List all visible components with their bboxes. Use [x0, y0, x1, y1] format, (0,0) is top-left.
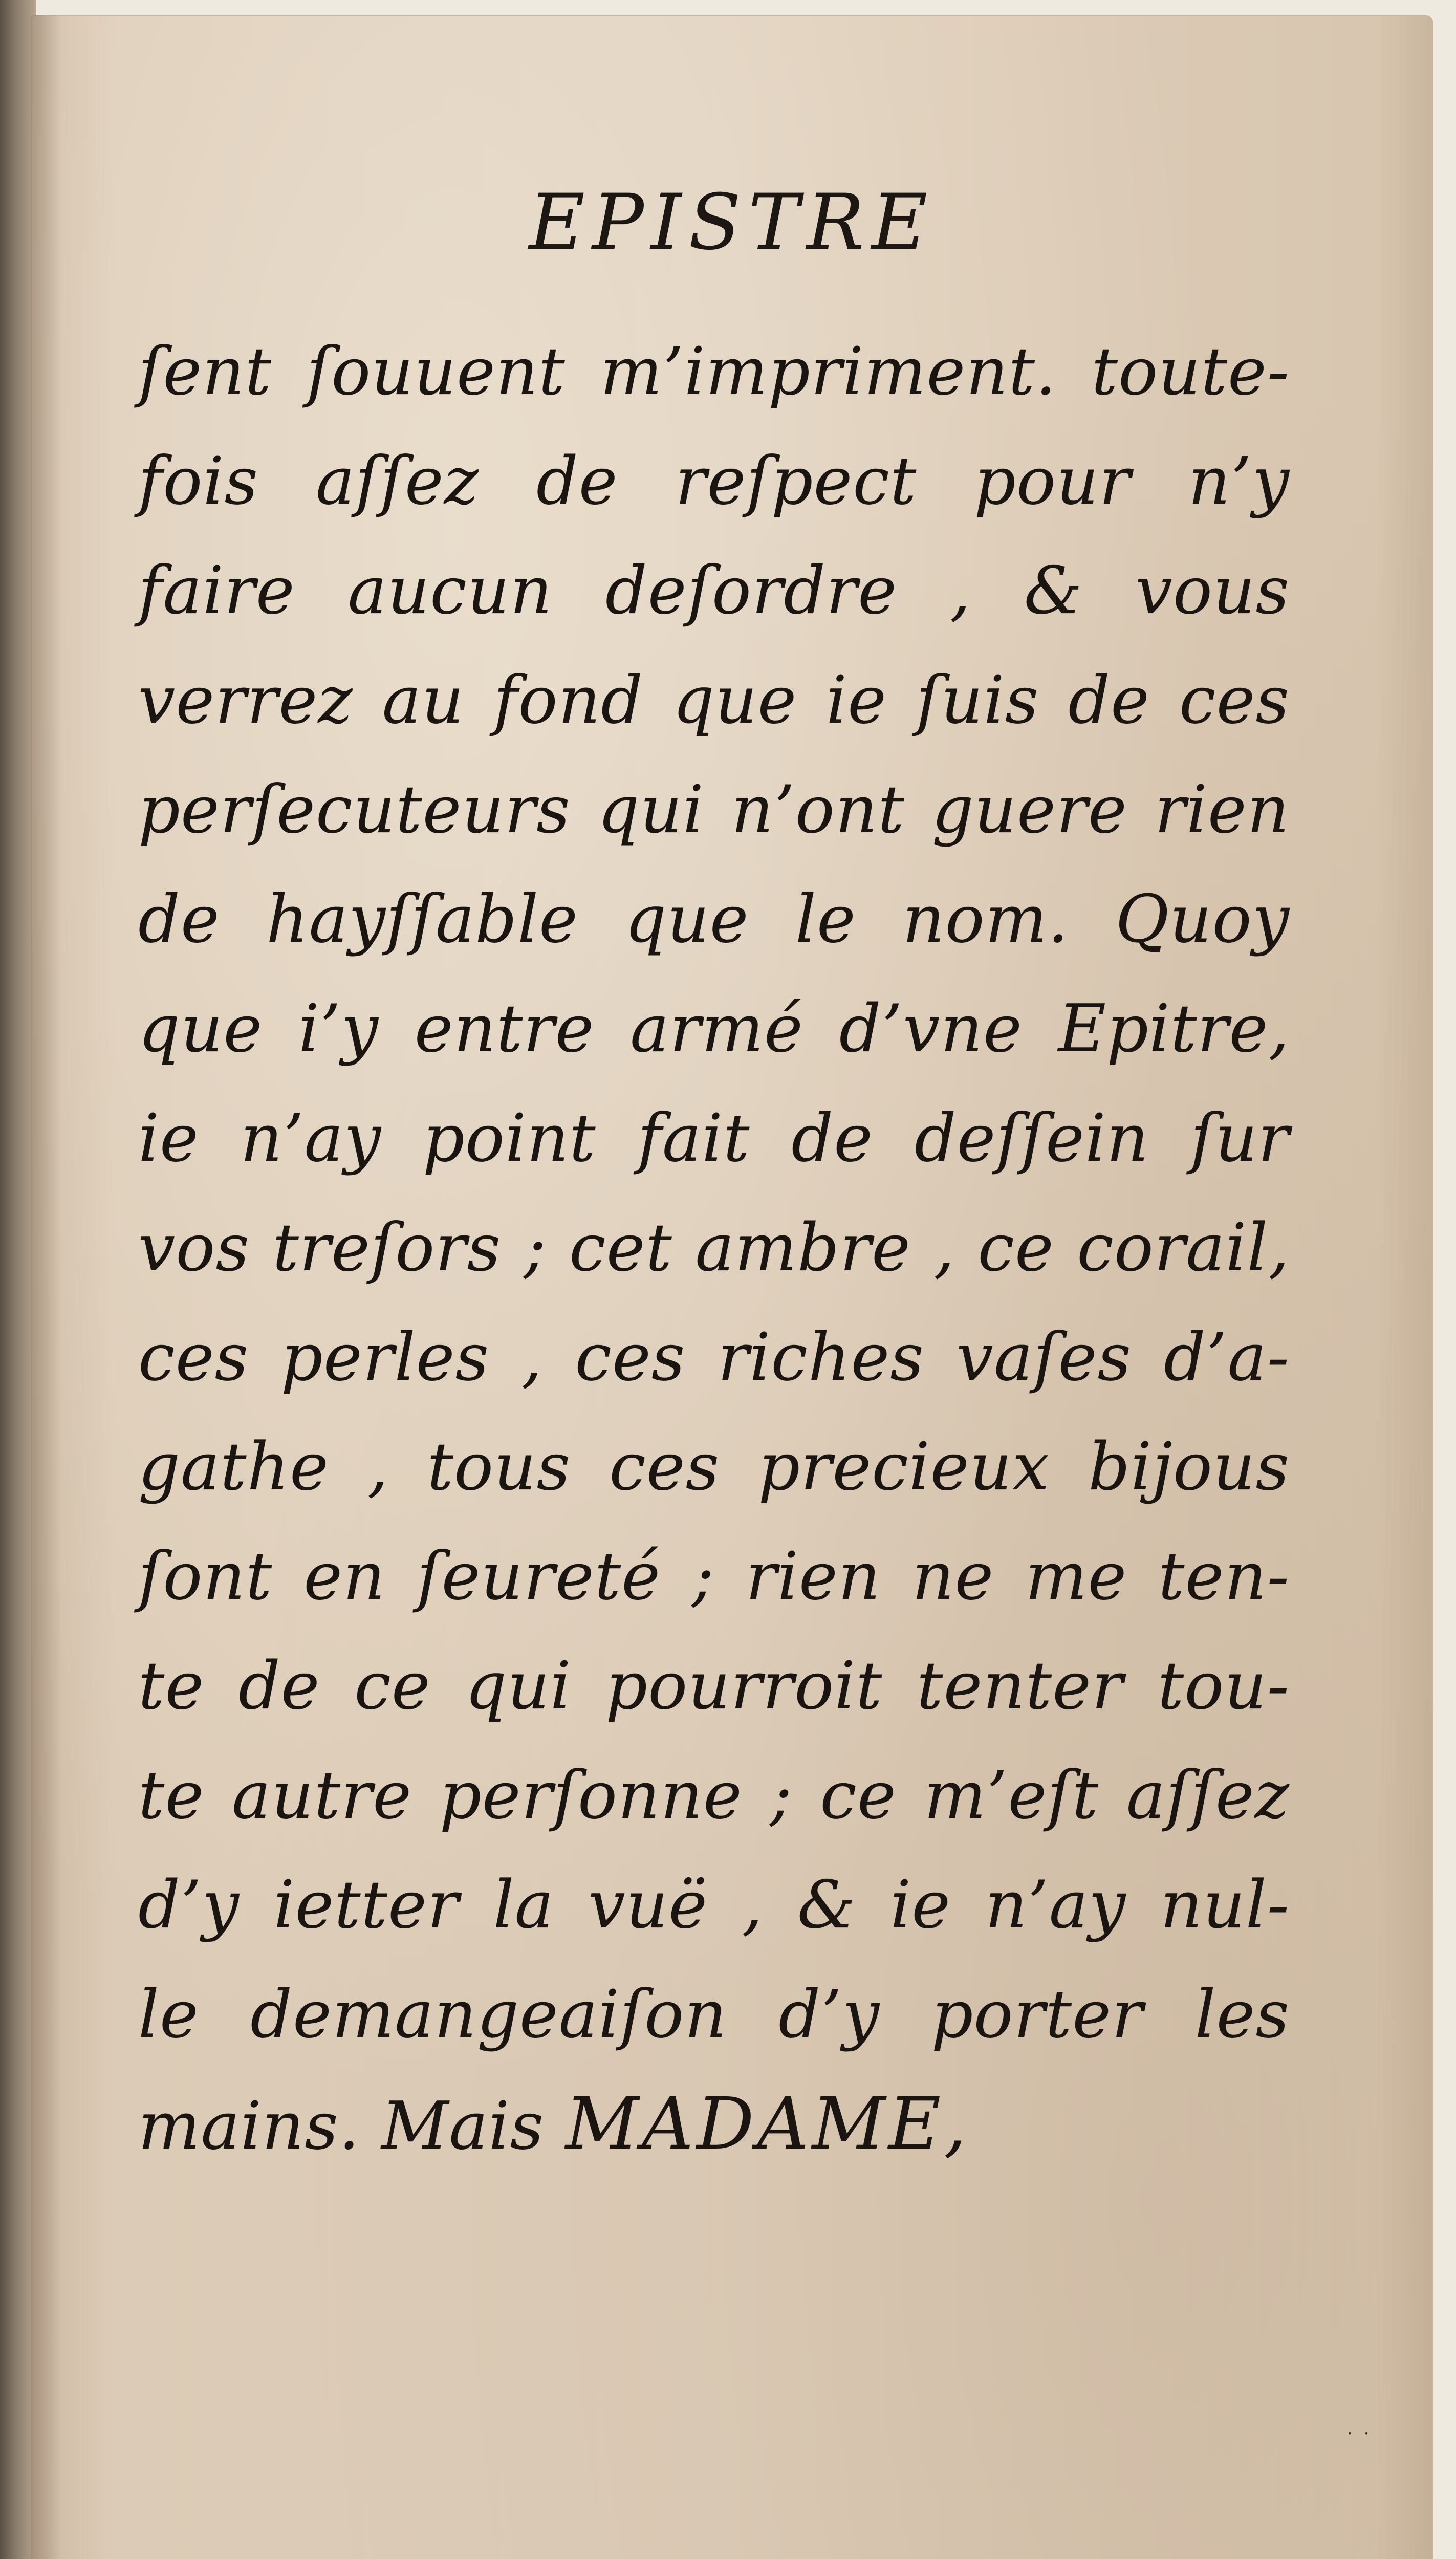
text-line: te de ce qui pourroit tenter tou-: [138, 1648, 1290, 1724]
text-line: vos treſors ; cet ambre , ce corail,: [138, 1210, 1290, 1286]
last-line-lead: mains. Mais: [138, 2088, 566, 2164]
paper-specks: ˙ ˙: [1344, 2430, 1372, 2453]
last-line-caps: MADAME,: [565, 2083, 970, 2166]
book-page: [31, 15, 1433, 2559]
text-line: ie n’ay point fait de deſſein ſur: [138, 1100, 1290, 1177]
running-head: EPISTRE: [529, 178, 935, 267]
page-fold-shadow: [31, 15, 61, 2559]
text-line-last: [138, 2070, 1290, 2179]
text-line: perſecuteurs qui n’ont guere rien: [138, 772, 1290, 848]
text-line: ces perles , ces riches vaſes d’a-: [138, 1319, 1290, 1396]
text-line: gathe , tous ces precieux bijous: [138, 1429, 1290, 1505]
text-line: de hayſſable que le nom. Quoy: [138, 881, 1290, 958]
text-line: te autre perſonne ; ce m’eſt aſſez: [138, 1758, 1290, 1834]
text-line: d’y ietter la vuë , & ie n’ay nul-: [138, 1867, 1290, 1943]
text-line: le demangeaiſon d’y porter les: [138, 1977, 1290, 2053]
text-line: ſent ſouuent m’impriment. toute-: [138, 334, 1290, 410]
text-line: faire aucun deſordre , & vous: [138, 553, 1290, 629]
text-line: ſont en ſeureté ; rien ne me ten-: [138, 1538, 1290, 1615]
body-text: [138, 317, 1290, 2179]
text-line: que i’y entre armé d’vne Epitre,: [138, 991, 1290, 1067]
text-line: fois aſſez de reſpect pour n’y: [138, 443, 1290, 519]
text-line: verrez au fond que ie ſuis de ces: [138, 662, 1290, 739]
